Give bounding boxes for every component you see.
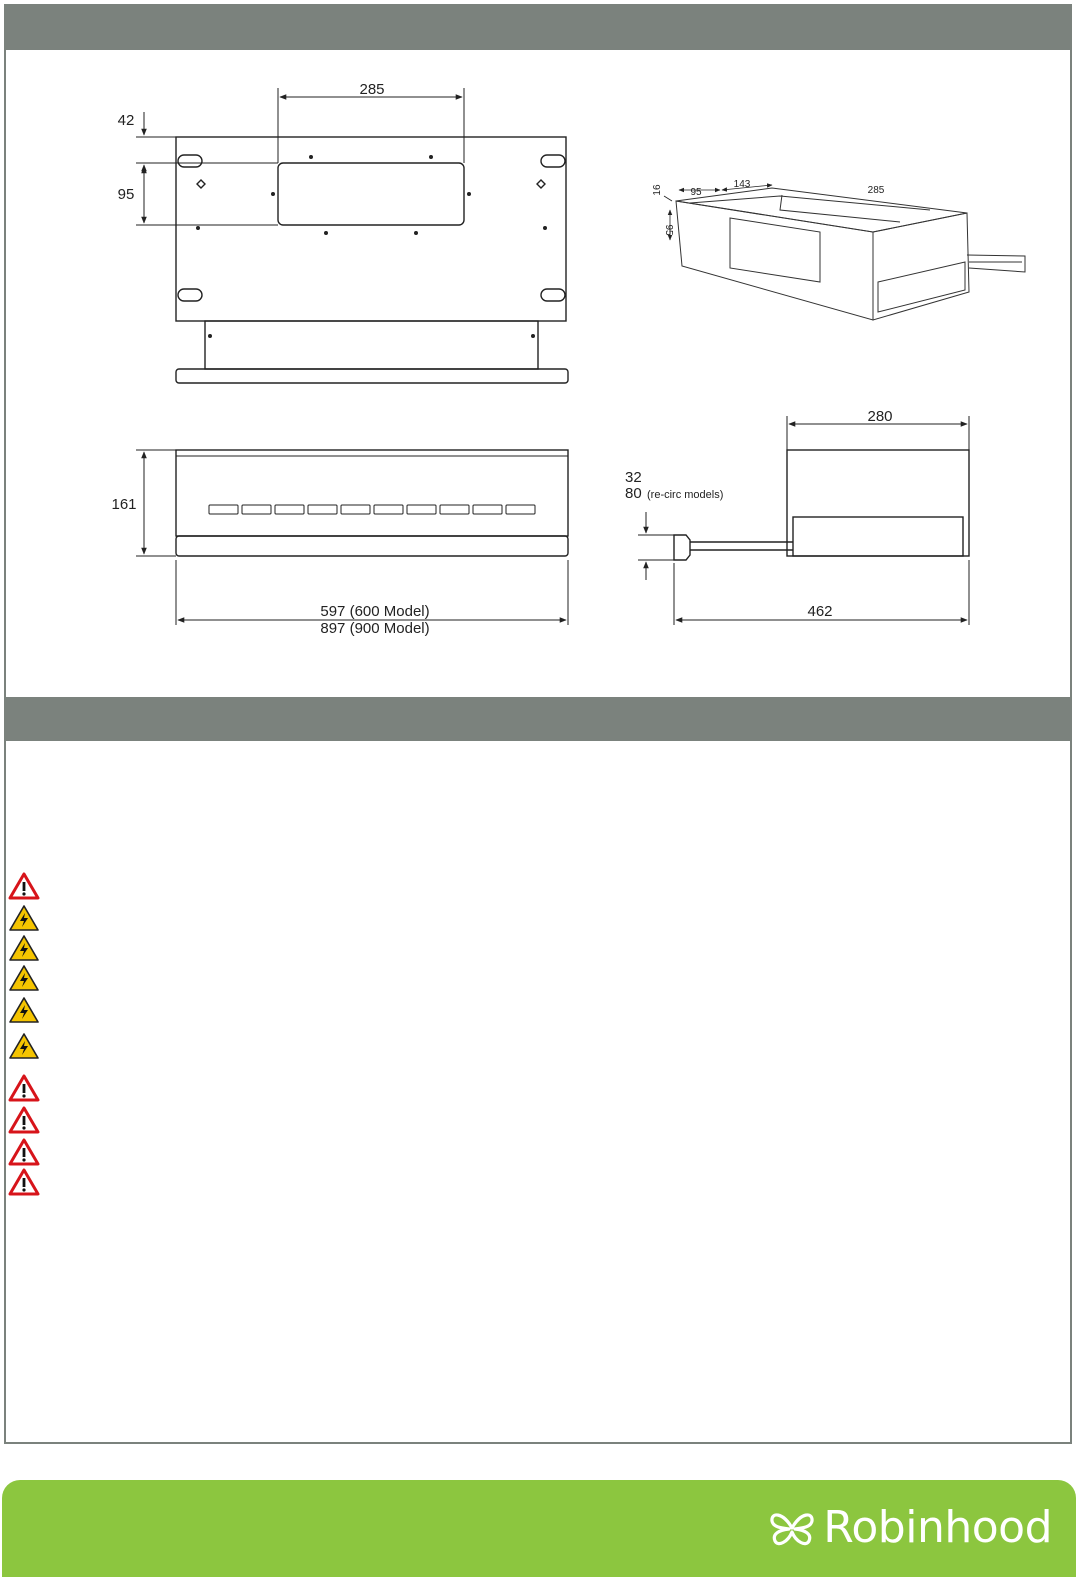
iso-side-face: [873, 213, 969, 320]
end-dimension-80-note: (re-circ models): [647, 489, 724, 501]
side-body-outline: [176, 450, 568, 536]
front-offset-dimension: 42: [117, 112, 135, 129]
section-header-band-safety: [6, 697, 1072, 741]
end-dimension-32: 32: [625, 469, 642, 486]
electrical-hazard-icon: [8, 1032, 40, 1060]
technical-drawing: [0, 0, 1082, 700]
side-view-dimension-lines: [136, 450, 568, 625]
end-elevation-view: [674, 450, 969, 560]
front-view-screw-holes: [196, 155, 547, 338]
side-width-900-dimension: 897 (900 Model): [320, 620, 430, 637]
end-top-width-dimension: 280: [867, 408, 893, 425]
front-height-dimension: 95: [117, 186, 135, 203]
end-dimension-80: 80: [625, 485, 642, 502]
front-panel-outline: [176, 369, 568, 383]
electrical-hazard-icon: [8, 904, 40, 932]
iso-dimension-95-side: 95: [663, 224, 674, 236]
end-bottom-width-dimension: 462: [807, 603, 833, 620]
electrical-hazard-icon: [8, 964, 40, 992]
side-height-dimension: 161: [111, 496, 137, 513]
front-view-dimension-lines: [136, 88, 464, 225]
general-warning-icon: [8, 1168, 40, 1196]
front-width-dimension: 285: [359, 81, 385, 98]
electrical-hazard-icon: [8, 996, 40, 1024]
iso-front-face: [676, 201, 873, 320]
general-warning-icon: [8, 1074, 40, 1102]
general-warning-icon: [8, 872, 40, 900]
end-front-panel: [674, 535, 690, 560]
general-warning-icon: [8, 1106, 40, 1134]
canopy-outline: [205, 321, 538, 369]
front-plan-view: [176, 137, 568, 383]
general-warning-icon: [8, 1138, 40, 1166]
brand-logo: [769, 1500, 1052, 1556]
side-view-vents: [209, 505, 535, 514]
electrical-hazard-icon: [8, 934, 40, 962]
butterfly-logo-icon: [769, 1508, 815, 1548]
iso-top-face: [676, 188, 967, 232]
iso-dimension-16: 16: [652, 184, 663, 196]
duct-outlet-cutout: [278, 163, 464, 225]
side-front-panel: [176, 536, 568, 556]
side-width-600-dimension: 597 (600 Model): [320, 603, 430, 620]
iso-dimension-lines: [664, 185, 772, 240]
brand-name: Robinhood: [823, 1502, 1052, 1553]
isometric-view: [676, 188, 1025, 320]
iso-dimension-143: 143: [733, 179, 751, 190]
end-inner-tray: [793, 517, 963, 556]
footer-bar: [2, 1480, 1076, 1577]
iso-dimension-285: 285: [867, 185, 885, 196]
end-view-dimension-lines: [638, 416, 969, 625]
side-elevation-view: [176, 450, 568, 556]
iso-dimension-95-top: 95: [690, 187, 702, 198]
unit-body-outline: [176, 137, 566, 321]
end-body-outline: [787, 450, 969, 556]
